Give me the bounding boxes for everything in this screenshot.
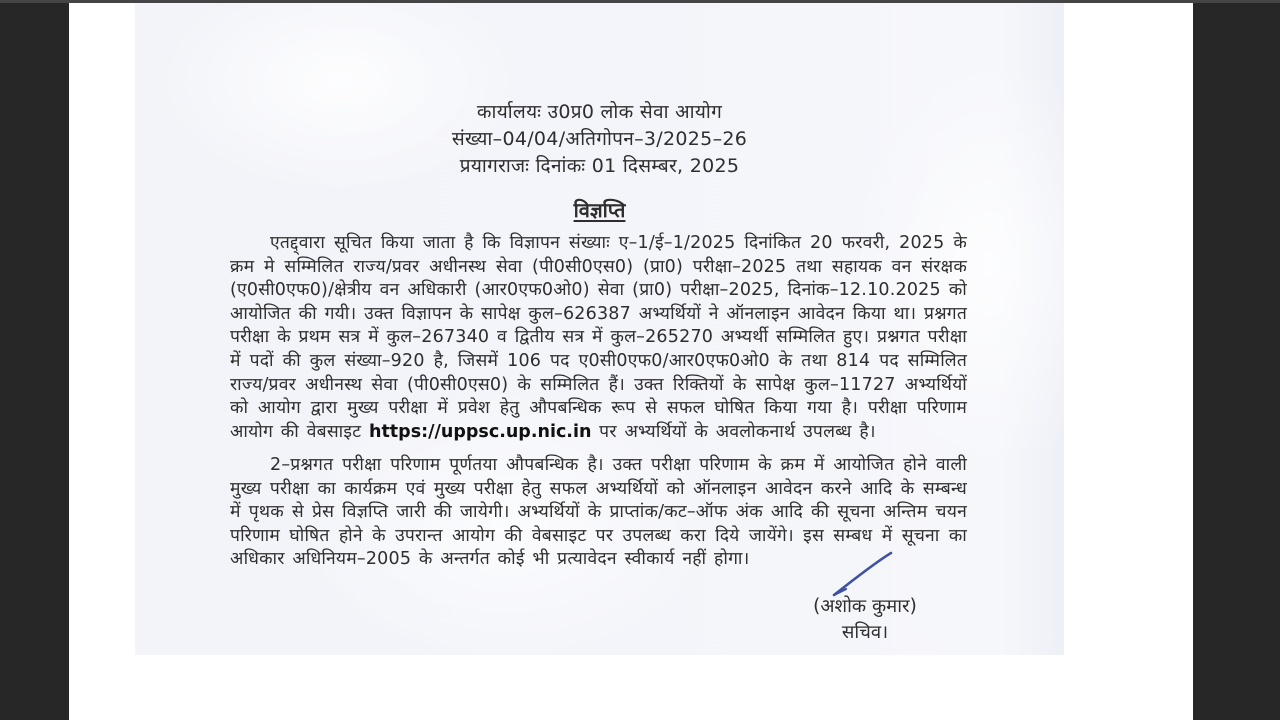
notice-header	[135, 99, 1064, 180]
paragraph-1-text-before-url: एतद्द्वारा सूचित किया जाता है कि विज्ञापन संख्याः ए–1/ई–1/2025 दिनांकित 20 फरवरी, 2025 के क्रम मे सम्मिलित राज्य/प्रवर अधीनस्थ सेवा (पी0सी0एस0) (प्रा0) परीक्षा–2025 तथा सहायक वन संरक्षक (ए0सी0एफ0)/क्षेत्रीय वन अधिकारी (आर0एफ0ओ0) सेवा (प्रा0) परीक्षा–2025, दिनांक–12.10.2025 को आयोजित की गयी। उक्त विज्ञापन के सापेक्ष कुल–626387 अभ्यर्थियों ने ऑनलाइन आवेदन किया था। प्रश्नगत परीक्षा के प्रथम सत्र में कुल–267340 व द्वितीय सत्र में कुल–265270 अभ्यर्थी सम्मिलित हुए। प्रश्नगत परीक्षा में पदों की कुल संख्या–920 है, जिसमें 106 पद ए0सी0एफ0/आर0एफ0ओ0 के तथा 814 पद सम्मिलित राज्य/प्रवर अधीनस्थ सेवा (पी0सी0एस0) के सम्मिलित हैं। उक्त रिक्तियों के सापेक्ष कुल–11727 अभ्यर्थियों को आयोग द्वारा मुख्य परीक्षा में प्रवेश हेतु औपबन्धिक रूप से सफल घोषित किया गया है। परीक्षा परिणाम आयोग की वेबसाइट	[230, 233, 967, 442]
signatory-title: सचिव।	[841, 622, 889, 643]
office-line: कार्यालयः उ0प्र0 लोक सेवा आयोग	[476, 101, 723, 123]
place-date-line: प्रयागराजः दिनांकः 01 दिसम्बर, 2025	[459, 155, 740, 177]
signature-ink-curve	[834, 553, 891, 595]
signatory-name: (अशोक कुमार)	[813, 596, 917, 617]
viewer-top-edge	[0, 0, 1280, 3]
website-url: https://uppsc.up.nic.in	[368, 421, 592, 442]
notice-title: विज्ञप्ति	[573, 198, 626, 222]
signature-block	[780, 594, 950, 646]
paragraph-2: 2–प्रश्नगत परीक्षा परिणाम पूर्णतया औपबन्धिक है। उक्त परीक्षा परिणाम के क्रम में आयोजित होने वाली मुख्य परीक्षा का कार्यक्रम एवं मुख्य परीक्षा हेतु सफल अभ्यर्थियों को ऑनलाइन आवेदन करने आदि के सम्बन्ध में पृथक से प्रेस विज्ञप्ति जारी की जायेगी। अभ्यर्थियों के प्राप्तांक/कट–ऑफ अंक आदि की सूचना अन्तिम चयन परिणाम घोषित होने के उपरान्त आयोग की वेबसाइट पर उपलब्ध करा दिये जायेंगे। इस सम्बध में सूचना का अधिकार अधिनियम–2005 के अन्तर्गत कोई भी प्रत्यावेदन स्वीकार्य नहीं होगा।	[230, 455, 967, 570]
reference-number-line: संख्या–04/04/अतिगोपन–3/2025–26	[451, 128, 748, 150]
scanned-notice	[135, 3, 1064, 655]
pdf-page	[69, 3, 1193, 720]
paragraph-1-text-after-url: पर अभ्यर्थियों के अवलोकनार्थ उपलब्ध है।	[591, 421, 876, 442]
paragraph-1	[230, 232, 967, 444]
